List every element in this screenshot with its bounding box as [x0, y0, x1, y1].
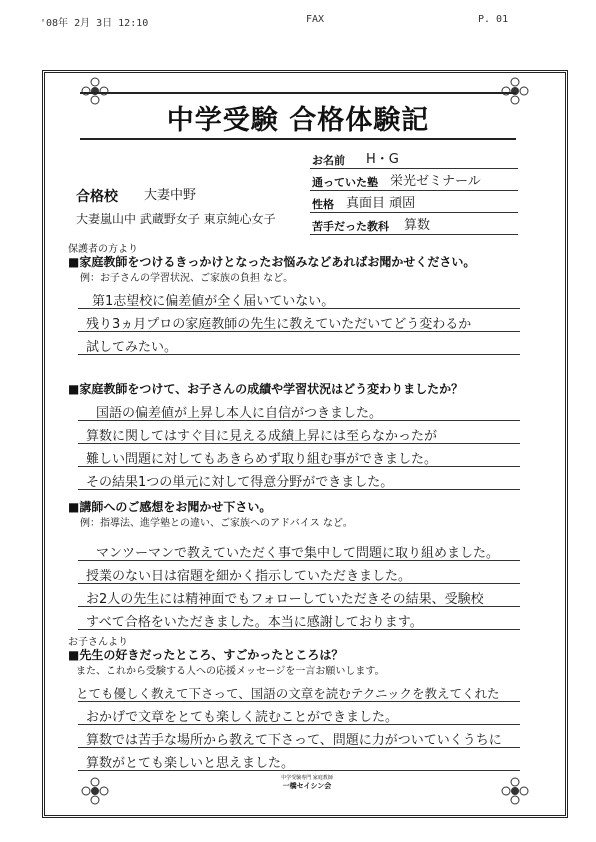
section-guardian: 保護者の方より [68, 244, 138, 255]
answer-line: マンツーマンで教えていただく事で集中して問題に取り組めました。 [96, 546, 500, 561]
answer-rule [78, 466, 520, 467]
fax-date: '08年 2月 3日 12:10 [40, 18, 149, 29]
subject-label: 苦手だった教科 [312, 220, 389, 233]
question-4-sub: また、これから受験する人への応援メッセージを一言お願いします。 [76, 666, 385, 677]
answer-line: とても優しく教えて下さって、国語の文章を読むテクニックを教えてくれた [76, 686, 500, 701]
answer-rule [78, 583, 520, 584]
answer-line: その結果1つの単元に対して得意分野ができました。 [86, 475, 394, 490]
info-rule [310, 234, 518, 235]
passed-school-main: 大妻中野 [144, 188, 197, 203]
answer-rule [78, 489, 520, 490]
answer-line: 第1志望校に偏差値が全く届いていない。 [92, 294, 335, 309]
info-rule [310, 168, 518, 169]
fax-page: P. 01 [478, 14, 509, 25]
answer-rule [78, 606, 520, 607]
name-label: お名前 [312, 154, 345, 167]
personality-value: 真面目 頑固 [346, 196, 416, 211]
name-value: H・G [366, 152, 399, 167]
passed-school-others: 大妻嵐山中 武蔵野女子 東京純心女子 [76, 212, 276, 226]
title-bottom-rule [80, 138, 516, 140]
answer-rule [78, 308, 520, 309]
section-child: お子さんより [68, 637, 128, 648]
flower-ornament-icon [80, 776, 110, 806]
answer-line: お2人の先生には精神面でもフォローしていただきその結果、受験校 [86, 592, 484, 607]
answer-rule [78, 701, 520, 702]
answer-rule [78, 770, 520, 771]
answer-rule [78, 443, 520, 444]
passed-label: 合格校 [76, 189, 118, 205]
question-4: ■先生の好きだったところ、すごかったところは？ [68, 648, 344, 662]
question-3: ■講師へのご感想をお聞かせ下さい。 [68, 500, 272, 514]
school-label: 通っていた塾 [312, 176, 378, 189]
question-3-example: 例：指導法、進学塾との違い、ご家族へのアドバイス など。 [80, 518, 353, 529]
page-title: 中学受験 合格体験記 [166, 105, 430, 136]
answer-line: 難しい問題に対してもあきらめず取り組む事ができました。 [86, 452, 438, 467]
personality-label: 性格 [312, 198, 334, 211]
answer-line: 授業のない日は宿題を細かく指示していただきました。 [86, 569, 412, 584]
answer-rule [78, 331, 520, 332]
logo-name: 一橋セイシン会 [282, 782, 332, 790]
answer-rule [78, 420, 520, 421]
school-value: 栄光ゼミナール [390, 174, 481, 189]
info-rule [310, 212, 518, 213]
answer-rule [78, 629, 520, 630]
answer-line: すべて合格をいただきました。本当に感謝しております。 [86, 615, 423, 630]
info-rule [310, 190, 518, 191]
answer-line: 算数がとても楽しいと思えました。 [86, 756, 295, 771]
answer-line: 国語の偏差値が上昇し本人に自信がつきました。 [96, 406, 383, 421]
answer-rule [78, 724, 520, 725]
question-1: ■家庭教師をつけるきっかけとなったお悩みなどあればお聞かせください。 [68, 255, 476, 269]
answer-line: 試してみたい。 [86, 340, 178, 355]
title-top-rule [80, 92, 516, 94]
logo-tagline: 中学受験専門 家庭教師 [281, 775, 333, 781]
question-2: ■家庭教師をつけて、お子さんの成績や学習状況はどう変わりましたか？ [68, 382, 464, 396]
answer-rule [78, 747, 520, 748]
answer-rule [78, 354, 520, 355]
subject-value: 算数 [404, 218, 431, 233]
flower-ornament-icon [500, 776, 530, 806]
answer-rule [78, 560, 520, 561]
answer-line: 残り3ヵ月プロの家庭教師の先生に教えていただいてどう変わるか [86, 317, 472, 332]
fax-label: FAX [306, 14, 325, 25]
answer-line: おかげで文章をとても楽しく読むことができました。 [86, 710, 399, 725]
company-logo [272, 774, 342, 791]
answer-line: 算数に関してはすぐ目に見える成績上昇には至らなかったが [86, 429, 438, 444]
question-1-example: 例：お子さんの学習状況、ご家族の負担 など。 [80, 273, 294, 284]
answer-line: 算数では苦手な場所から教えて下さって、問題に力がついていくうちに [86, 733, 502, 748]
